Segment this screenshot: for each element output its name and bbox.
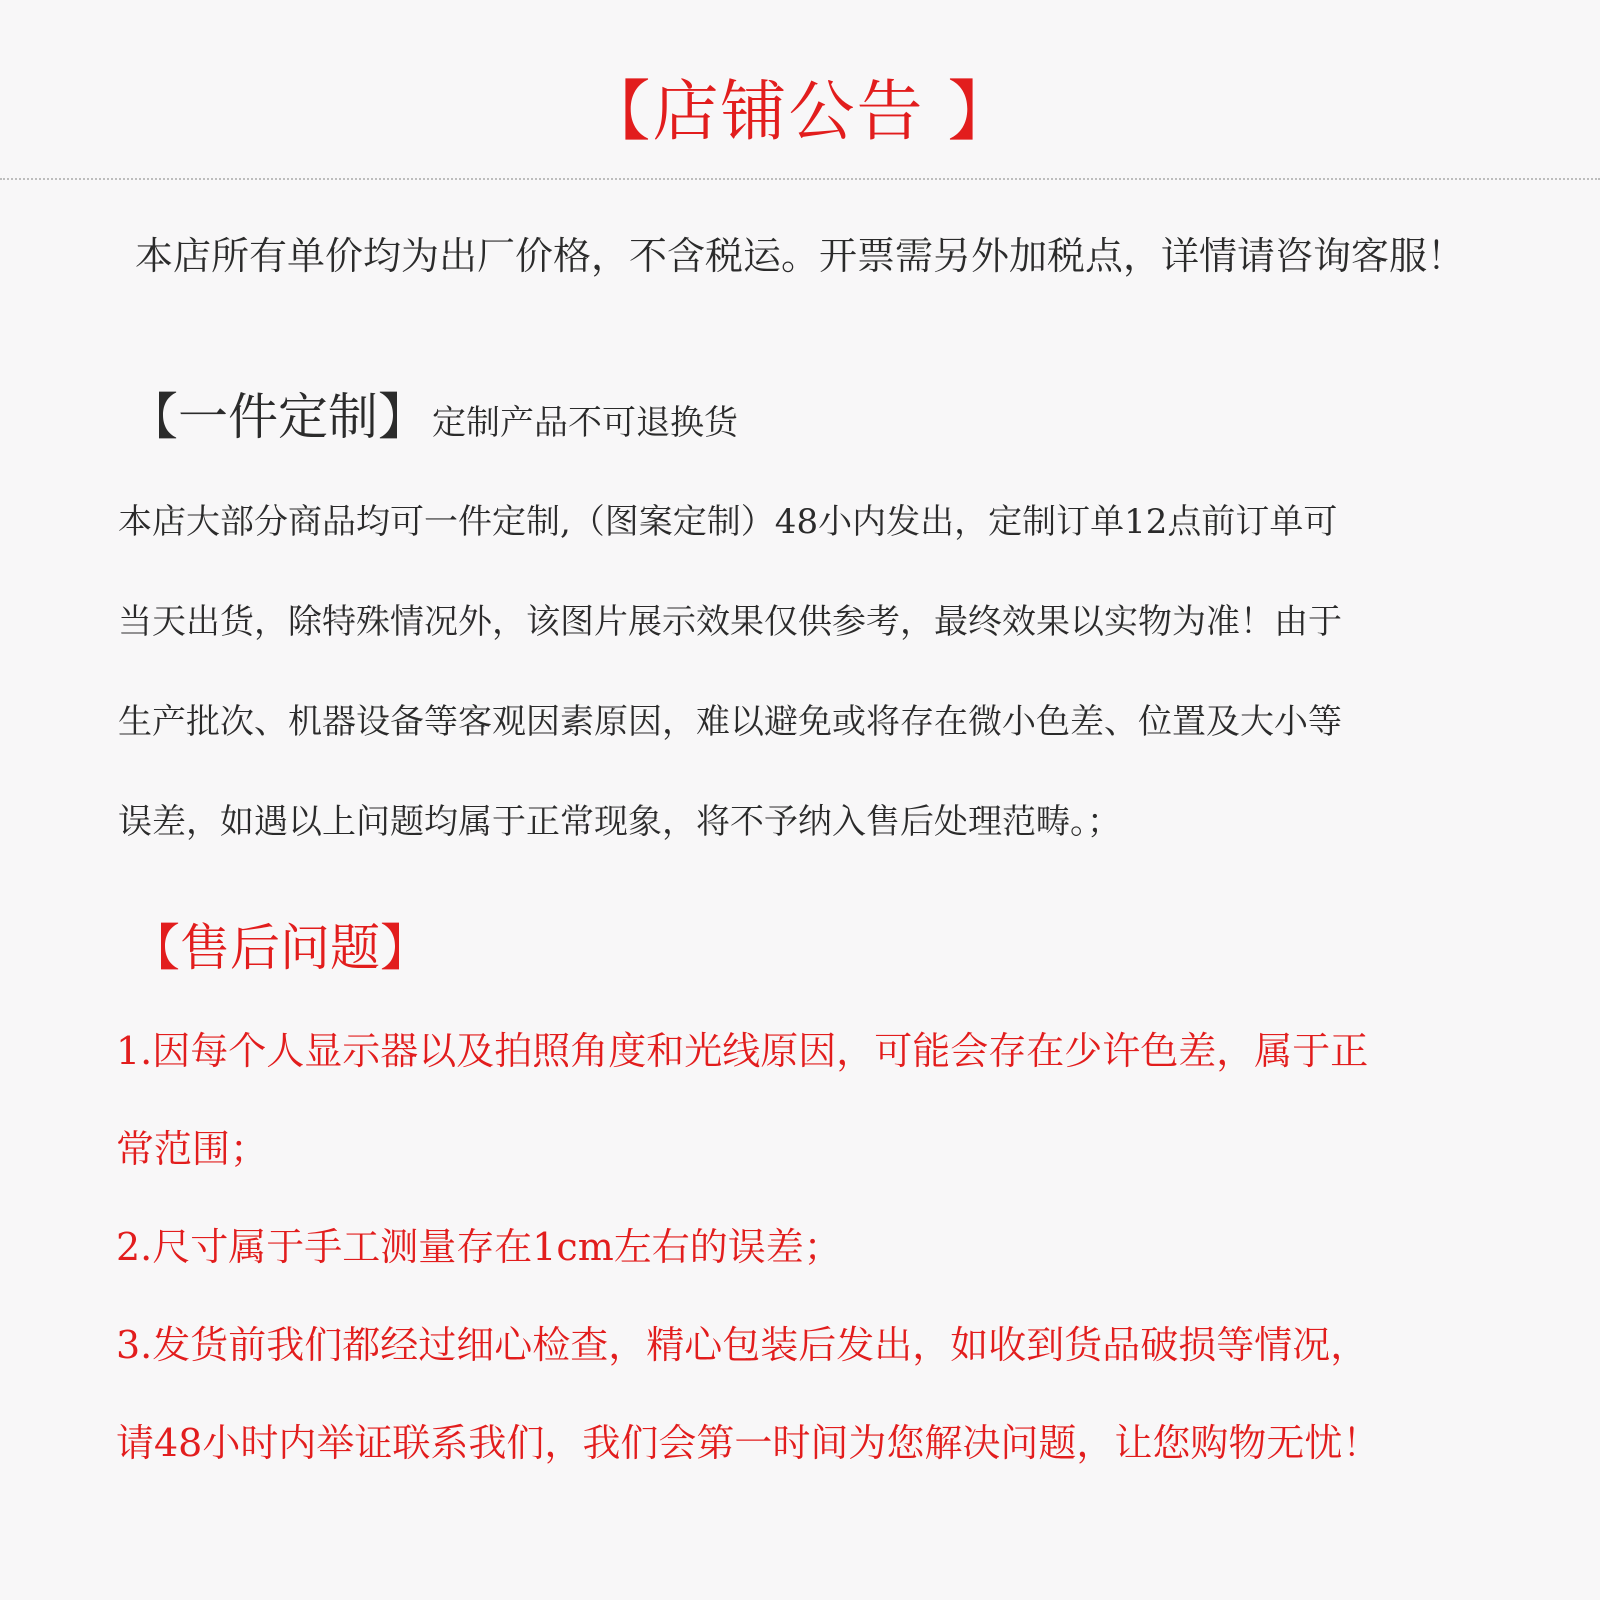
notice-title: 【店铺公告 】	[584, 73, 1016, 150]
custom-section-heading	[128, 385, 738, 455]
custom-heading-subtitle: 定制产品不可退换货	[432, 403, 738, 443]
custom-text-line: 本店大部分商品均可一件定制,（图案定制）48小内发出，定制订单12点前订单可	[118, 502, 1338, 542]
after-sales-line: 请48小时内举证联系我们，我们会第一时间为您解决问题，让您购物无忧！	[116, 1421, 1381, 1465]
custom-heading-title: 【一件定制】	[128, 388, 428, 446]
after-sales-heading: 【售后问题】	[130, 919, 430, 977]
after-sales-line: 3.发货前我们都经过细心检查，精心包装后发出，如收到货品破损等情况，	[116, 1323, 1369, 1367]
price-note: 本店所有单价均为出厂价格，不含税运。开票需另外加税点，详情请咨询客服！	[134, 234, 1465, 278]
custom-text-line: 当天出货，除特殊情况外，该图片展示效果仅供参考，最终效果以实物为准！由于	[118, 602, 1342, 642]
dotted-divider	[0, 178, 1600, 180]
after-sales-line: 常范围；	[116, 1127, 269, 1171]
custom-text-line: 生产批次、机器设备等客观因素原因，难以避免或将存在微小色差、位置及大小等	[118, 702, 1342, 742]
custom-text-line: 误差，如遇以上问题均属于正常现象，将不予纳入售后处理范畴。；	[118, 802, 1121, 842]
after-sales-body	[116, 1002, 1556, 1492]
custom-section-body	[118, 472, 1518, 872]
after-sales-line: 1.因每个人显示器以及拍照角度和光线原因，可能会存在少许色差，属于正	[116, 1029, 1369, 1073]
after-sales-line: 2.尺寸属于手工测量存在1cm左右的误差；	[116, 1225, 842, 1269]
